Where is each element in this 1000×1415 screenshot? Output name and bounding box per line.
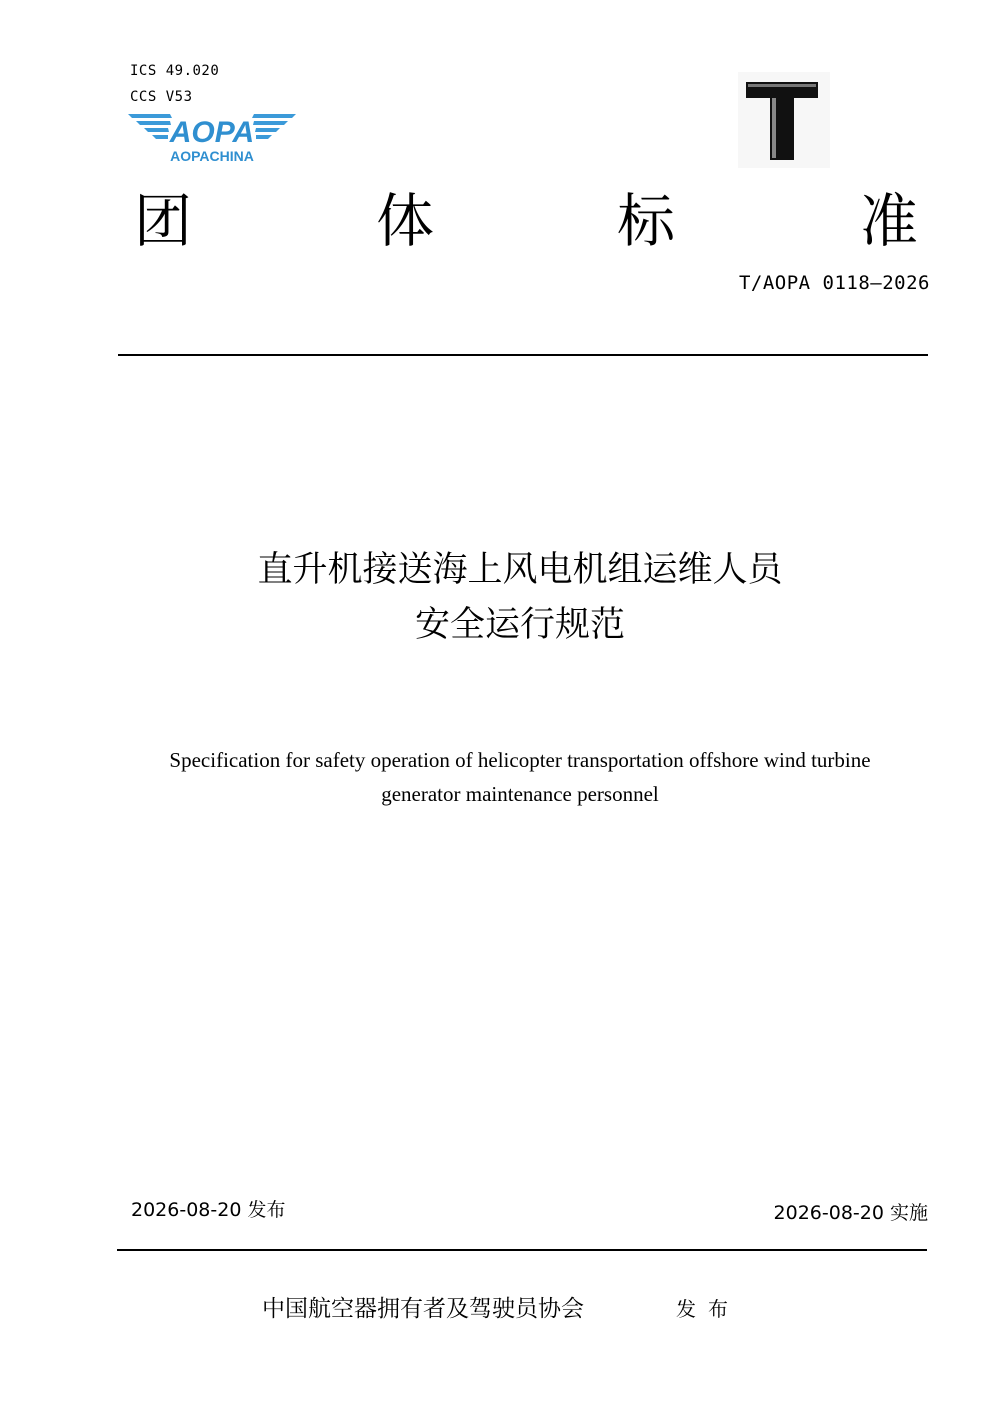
publisher-name: 中国航空器拥有者及驾驶员协会 bbox=[262, 1296, 584, 1322]
title-en-line2: generator maintenance personnel bbox=[381, 782, 659, 806]
standard-number: T/AOPA 0118—2026 bbox=[738, 272, 930, 294]
divider-bottom bbox=[117, 1249, 927, 1251]
publisher-action: 发布 bbox=[676, 1297, 740, 1321]
standard-type-char-4: 准 bbox=[860, 187, 919, 255]
implementation-date: 2026-08-20 实施 bbox=[773, 1202, 928, 1224]
logo-wordmark: AOPA bbox=[169, 116, 255, 149]
title-en-line1: Specification for safety operation of helicopter transportation offshore wind turbine bbox=[169, 748, 871, 772]
title-zh-line1: 直升机接送海上风电机组运维人员 bbox=[257, 550, 783, 590]
standard-type-char-2: 体 bbox=[376, 187, 435, 255]
ccs-code: CCS V53 bbox=[130, 89, 193, 105]
standard-type-char-3: 标 bbox=[617, 187, 676, 255]
logo-subtext: AOPACHINA bbox=[170, 148, 254, 164]
divider-top bbox=[118, 354, 928, 356]
aopa-logo bbox=[128, 110, 296, 166]
ics-code: ICS 49.020 bbox=[130, 63, 220, 79]
standard-type-char-1: 团 bbox=[134, 187, 193, 255]
category-mark-t bbox=[738, 72, 830, 168]
publish-date: 2026-08-20 发布 bbox=[131, 1199, 286, 1221]
title-zh-line2: 安全运行规范 bbox=[414, 605, 625, 645]
